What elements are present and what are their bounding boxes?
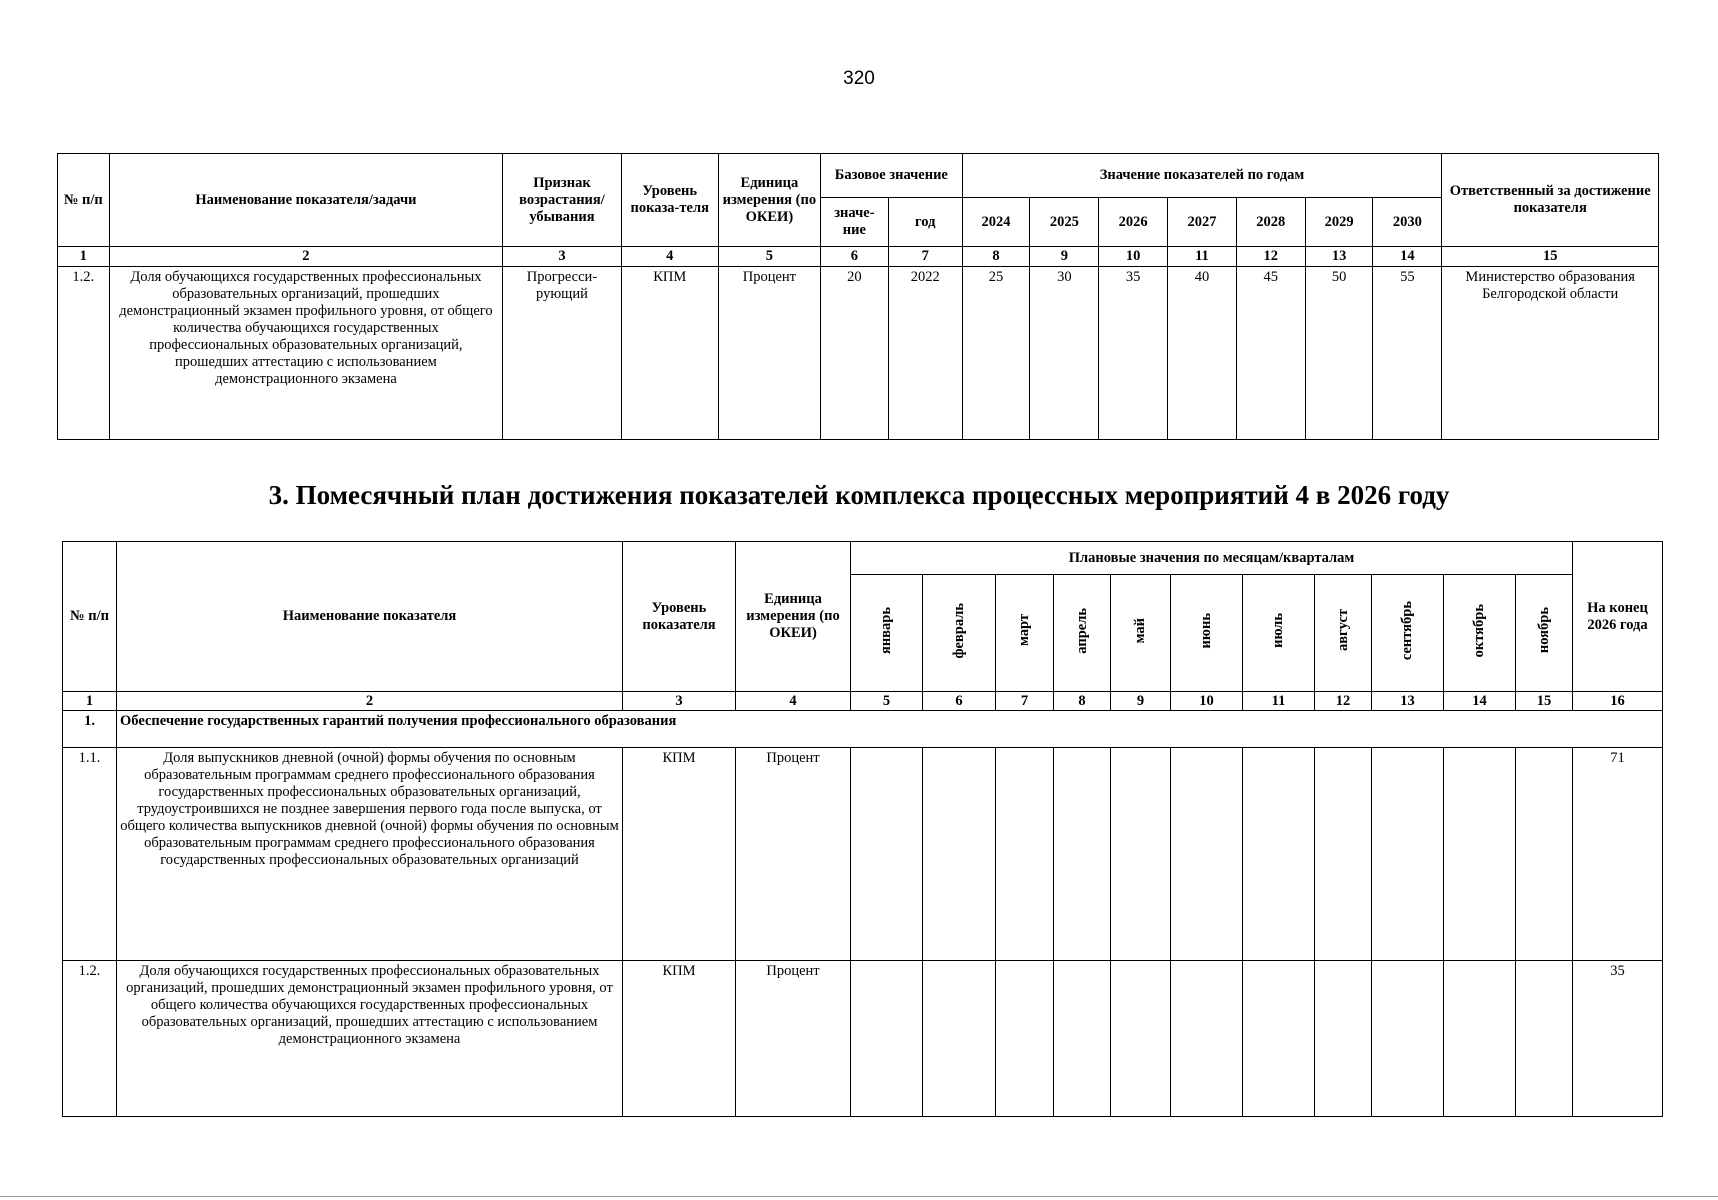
unit-value: Процент bbox=[718, 267, 820, 440]
header-level: Уровень показа-теля bbox=[621, 154, 718, 247]
header-month bbox=[1243, 575, 1315, 692]
column-number: 14 bbox=[1373, 247, 1442, 267]
month-cell bbox=[1315, 961, 1372, 1117]
header-base: Базовое значение bbox=[820, 154, 962, 198]
column-number: 15 bbox=[1442, 247, 1659, 267]
header-name: Наименование показателя/задачи bbox=[109, 154, 503, 247]
column-number: 10 bbox=[1171, 692, 1243, 711]
column-number: 14 bbox=[1444, 692, 1516, 711]
month-cell bbox=[1111, 961, 1171, 1117]
header-name: Наименование показателя bbox=[117, 542, 623, 692]
unit-value: Процент bbox=[736, 961, 851, 1117]
year-value: 35 bbox=[1099, 267, 1168, 440]
month-label: апрель bbox=[1073, 607, 1090, 654]
column-number: 9 bbox=[1030, 247, 1099, 267]
month-label: февраль bbox=[950, 602, 967, 659]
month-cell bbox=[996, 748, 1054, 961]
header-year: 2027 bbox=[1168, 198, 1237, 247]
column-number: 4 bbox=[621, 247, 718, 267]
header-month bbox=[851, 575, 923, 692]
indicator-name: Доля выпускников дневной (очной) формы обучения по основным образовательным программам среднего профессионального образования государственных профессиональных образовательных организаций, трудоустроившихся не позднее завершения первого года после выпуска, от общего количества выпускников дневной (очной) формы обучения по основным образовательным программам среднего профессионального образования государственных профессиональных образовательных организаций bbox=[117, 748, 623, 961]
year-value: 50 bbox=[1305, 267, 1373, 440]
month-cell bbox=[851, 961, 923, 1117]
column-number: 7 bbox=[888, 247, 962, 267]
header-year: 2029 bbox=[1305, 198, 1373, 247]
column-number: 15 bbox=[1516, 692, 1573, 711]
header-year: 2024 bbox=[962, 198, 1030, 247]
header-unit: Единица измерения (по ОКЕИ) bbox=[736, 542, 851, 692]
month-label: май bbox=[1132, 617, 1148, 644]
column-number: 16 bbox=[1573, 692, 1663, 711]
end-value: 71 bbox=[1573, 748, 1663, 961]
indicator-name: Доля обучающихся государственных профессиональных образовательных организаций, прошедших демонстрационный экзамен профильного уровня, от общего количества обучающихся государственных профессиональных образовательных организаций, прошедших аттестацию с использованием демонстрационного экзамена bbox=[117, 961, 623, 1117]
header-year: 2025 bbox=[1030, 198, 1099, 247]
header-month bbox=[1372, 575, 1444, 692]
month-label: июнь bbox=[1198, 612, 1214, 649]
indicator-name: Доля обучающихся государственных профессиональных образовательных организаций, прошедших демонстрационный экзамен профильного уровня, от общего количества обучающихся государственных профессиональных образовательных организаций, прошедших аттестацию с использованием демонстрационного экзамена bbox=[109, 267, 503, 440]
year-value: 45 bbox=[1236, 267, 1305, 440]
row-num: 1.2. bbox=[58, 267, 110, 440]
column-number: 11 bbox=[1168, 247, 1237, 267]
monthly-plan-table bbox=[62, 541, 1663, 1117]
level-value: КПМ bbox=[621, 267, 718, 440]
level-value: КПМ bbox=[623, 748, 736, 961]
header-num: № п/п bbox=[58, 154, 110, 247]
column-number: 13 bbox=[1305, 247, 1373, 267]
month-cell bbox=[1444, 961, 1516, 1117]
month-cell bbox=[1171, 748, 1243, 961]
header-years-group: Значение показателей по годам bbox=[962, 154, 1442, 198]
month-cell bbox=[1171, 961, 1243, 1117]
month-label: январь bbox=[878, 606, 894, 654]
month-cell bbox=[1054, 748, 1111, 961]
year-value: 55 bbox=[1373, 267, 1442, 440]
column-number: 12 bbox=[1236, 247, 1305, 267]
month-cell bbox=[1516, 748, 1573, 961]
base-value: 20 bbox=[820, 267, 888, 440]
month-cell bbox=[1243, 748, 1315, 961]
header-unit: Единица измерения (по ОКЕИ) bbox=[718, 154, 820, 247]
indicators-table bbox=[57, 153, 1659, 440]
row-num: 1.1. bbox=[63, 748, 117, 961]
page-number: 320 bbox=[843, 68, 875, 89]
header-month bbox=[996, 575, 1054, 692]
level-value: КПМ bbox=[623, 961, 736, 1117]
base-year: 2022 bbox=[888, 267, 962, 440]
column-number: 11 bbox=[1243, 692, 1315, 711]
row-num: 1.2. bbox=[63, 961, 117, 1117]
month-cell bbox=[1372, 748, 1444, 961]
section-heading: Обеспечение государственных гарантий получения профессионального образования bbox=[117, 711, 1663, 748]
header-month bbox=[1315, 575, 1372, 692]
header-year: 2026 bbox=[1099, 198, 1168, 247]
section-num: 1. bbox=[63, 711, 117, 748]
header-month bbox=[1444, 575, 1516, 692]
month-label: ноябрь bbox=[1535, 607, 1552, 654]
month-label: октябрь bbox=[1471, 603, 1487, 658]
month-label: август bbox=[1334, 609, 1351, 652]
responsible-value: Министерство образования Белгородской области bbox=[1442, 267, 1659, 440]
table-row bbox=[63, 748, 1663, 961]
table-row bbox=[58, 267, 1659, 440]
header-num: № п/п bbox=[63, 542, 117, 692]
header-base-year: год bbox=[888, 198, 962, 247]
month-label: июль bbox=[1270, 613, 1286, 648]
year-value: 40 bbox=[1168, 267, 1237, 440]
header-month bbox=[1516, 575, 1573, 692]
month-cell bbox=[1243, 961, 1315, 1117]
column-number: 2 bbox=[117, 692, 623, 711]
month-cell bbox=[1516, 961, 1573, 1117]
column-number: 12 bbox=[1315, 692, 1372, 711]
header-month bbox=[1111, 575, 1171, 692]
section-row bbox=[63, 711, 1663, 748]
month-cell bbox=[923, 748, 996, 961]
column-number: 8 bbox=[962, 247, 1030, 267]
end-value: 35 bbox=[1573, 961, 1663, 1117]
column-number: 13 bbox=[1372, 692, 1444, 711]
month-cell bbox=[1444, 748, 1516, 961]
month-cell bbox=[1315, 748, 1372, 961]
header-month bbox=[1171, 575, 1243, 692]
header-month bbox=[1054, 575, 1111, 692]
month-cell bbox=[851, 748, 923, 961]
column-number: 6 bbox=[923, 692, 996, 711]
header-end: На конец 2026 года bbox=[1573, 542, 1663, 692]
scan-edge-line bbox=[0, 1196, 1718, 1197]
column-number: 10 bbox=[1099, 247, 1168, 267]
header-month bbox=[923, 575, 996, 692]
year-value: 25 bbox=[962, 267, 1030, 440]
table-row bbox=[63, 961, 1663, 1117]
month-cell bbox=[1111, 748, 1171, 961]
month-cell bbox=[1054, 961, 1111, 1117]
header-trend: Признак возрастания/ убывания bbox=[503, 154, 621, 247]
header-year: 2030 bbox=[1373, 198, 1442, 247]
month-label: сентябрь bbox=[1399, 600, 1415, 661]
header-level: Уровень показателя bbox=[623, 542, 736, 692]
column-number: 1 bbox=[58, 247, 110, 267]
unit-value: Процент bbox=[736, 748, 851, 961]
column-number: 7 bbox=[996, 692, 1054, 711]
column-number: 8 bbox=[1054, 692, 1111, 711]
column-number: 5 bbox=[851, 692, 923, 711]
trend-value: Прогресси-рующий bbox=[503, 267, 621, 440]
month-cell bbox=[996, 961, 1054, 1117]
header-base-value: значе-ние bbox=[820, 198, 888, 247]
column-number: 3 bbox=[503, 247, 621, 267]
column-number: 3 bbox=[623, 692, 736, 711]
column-number: 6 bbox=[820, 247, 888, 267]
month-cell bbox=[1372, 961, 1444, 1117]
section-title: 3. Помесячный план достижения показателей комплекса процессных мероприятий 4 в 2026 году bbox=[268, 480, 1450, 510]
column-number: 4 bbox=[736, 692, 851, 711]
year-value: 30 bbox=[1030, 267, 1099, 440]
column-number: 1 bbox=[63, 692, 117, 711]
column-number: 9 bbox=[1111, 692, 1171, 711]
header-responsible: Ответственный за достижение показателя bbox=[1442, 154, 1659, 247]
column-number: 2 bbox=[109, 247, 503, 267]
header-year: 2028 bbox=[1236, 198, 1305, 247]
month-label: март bbox=[1016, 614, 1032, 647]
month-cell bbox=[923, 961, 996, 1117]
header-months-group: Плановые значения по месяцам/кварталам bbox=[851, 542, 1573, 575]
column-number: 5 bbox=[718, 247, 820, 267]
